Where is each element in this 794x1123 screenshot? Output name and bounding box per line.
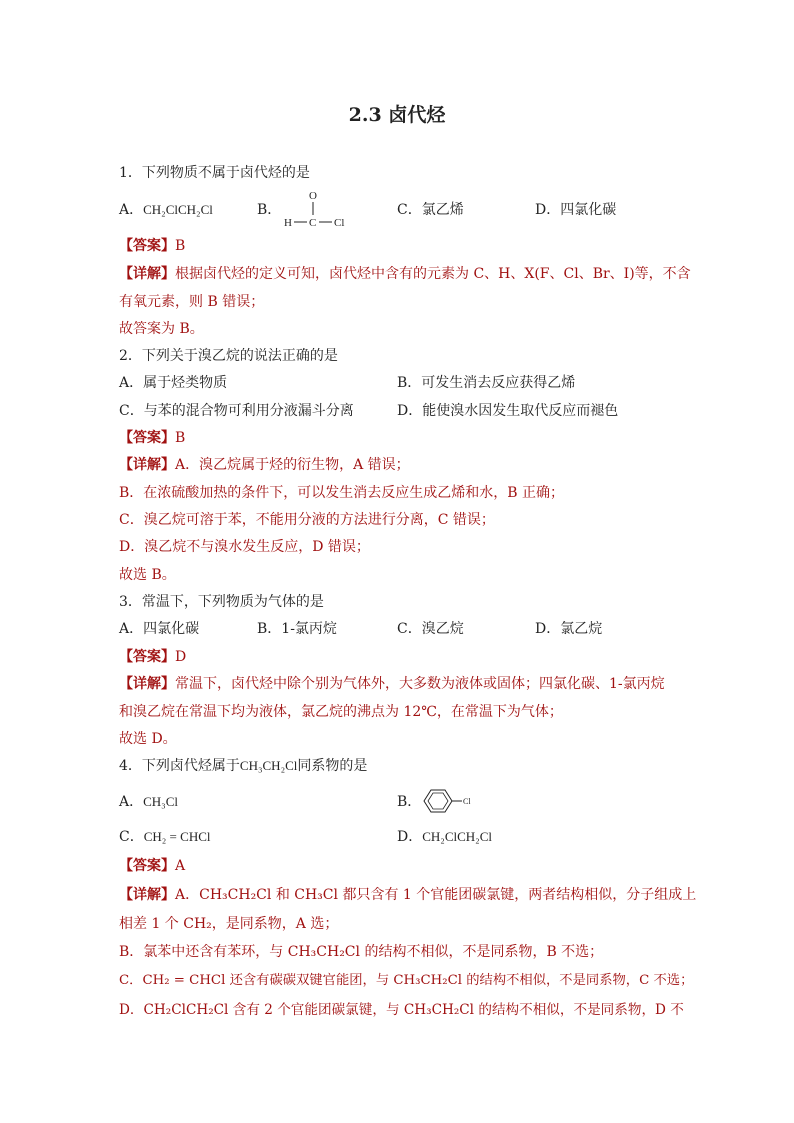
q4-option-d — [397, 827, 492, 847]
q3-option-c: C．溴乙烷 — [397, 621, 464, 637]
q3-detail-2: 和溴乙烷在常温下均为液体，氯乙烷的沸点为 12℃，在常温下为气体； — [119, 704, 563, 720]
q4-option-d-label: D． — [397, 829, 423, 845]
q2-detail-4: D．溴乙烷不与溴水发生反应，D 错误； — [119, 539, 370, 555]
q4-option-c — [119, 827, 210, 847]
q1-option-a — [119, 200, 213, 220]
q1-option-c: C．氯乙烯 — [397, 202, 464, 218]
q1-detail-1 — [119, 264, 691, 284]
answer-value: B — [175, 238, 186, 254]
q4-detail-5: D．CH₂ClCH₂Cl 含有 2 个官能团碳氯键，与 CH₃CH₂Cl 的结构不相似，不是同系物，D 不 — [119, 1002, 684, 1018]
q2-detail-3: C．溴乙烷可溶于苯，不能用分液的方法进行分离，C 错误； — [119, 512, 495, 528]
structure-o: O — [309, 190, 317, 202]
q4-option-c-formula: CH₂ = CHCl — [143, 829, 211, 844]
q3-detail-1 — [119, 674, 665, 694]
page-title: 2.3 卤代烃 — [348, 104, 446, 126]
q3-detail-3: 故选 D。 — [119, 731, 177, 747]
q2-stem: 2．下列关于溴乙烷的说法正确的是 — [119, 348, 338, 364]
q1-option-a-formula: CH₂ClCH₂Cl — [143, 202, 213, 217]
q1-stem: 1．下列物质不属于卤代烃的是 — [119, 165, 310, 181]
answer-tag: 【答案】 — [119, 649, 175, 665]
answer-value: D — [175, 649, 187, 665]
q2-option-c: C．与苯的混合物可利用分液漏斗分离 — [119, 403, 354, 419]
detail-tag: 【详解】 — [119, 266, 175, 282]
detail-text: 根据卤代烃的定义可知，卤代烃中含有的元素为 C、H、X(F、Cl、Br、I)等，不含 — [175, 266, 691, 282]
q4-option-b-label: B． — [397, 794, 422, 810]
q4-stem-pre: 4．下列卤代烃属于 — [119, 758, 240, 774]
q4-option-d-formula: CH₂ClCH₂Cl — [422, 829, 492, 844]
structure-h: H — [284, 217, 292, 229]
answer-tag: 【答案】 — [119, 238, 175, 254]
q4-detail-4: C．CH₂ = CHCl 还含有碳碳双键官能团，与 CH₃CH₂Cl 的结构不相似，不是同系物，C 不选； — [119, 973, 694, 988]
q4-answer — [119, 856, 185, 876]
q4-stem — [119, 756, 367, 776]
answer-tag: 【答案】 — [119, 858, 175, 874]
answer-value: B — [175, 430, 186, 446]
q1-option-d: D．四氯化碳 — [535, 202, 617, 218]
q2-answer — [119, 428, 185, 448]
q4-option-b-chlorobenzene — [418, 786, 480, 816]
chlorine-label: Cl — [463, 797, 471, 806]
q4-stem-formula: CH₃CH₂Cl — [239, 758, 298, 773]
detail-tag: 【详解】 — [119, 457, 175, 473]
q4-option-a — [119, 792, 178, 812]
answer-tag: 【答案】 — [119, 430, 175, 446]
q1-option-a-label: A． — [119, 202, 144, 218]
q3-option-a: A．四氯化碳 — [119, 621, 200, 637]
q1-option-b-structure — [282, 188, 352, 232]
structure-cl: Cl — [334, 217, 345, 229]
q1-detail-3: 故答案为 B。 — [119, 321, 204, 337]
q2-option-d: D．能使溴水因发生取代反应而褪色 — [397, 403, 619, 419]
q3-option-d: D．氯乙烷 — [535, 621, 603, 637]
detail-tag: 【详解】 — [119, 887, 175, 903]
detail-text: A．溴乙烷属于烃的衍生物，A 错误； — [175, 457, 410, 473]
detail-tag: 【详解】 — [119, 676, 175, 692]
q3-option-b: B．1-氯丙烷 — [257, 621, 337, 637]
q4-option-c-label: C． — [119, 829, 144, 845]
detail-text: 常温下，卤代烃中除个别为气体外，大多数为液体或固体；四氯化碳、1-氯丙烷 — [175, 676, 665, 692]
q4-detail-3: B．氯苯中还含有苯环，与 CH₃CH₂Cl 的结构不相似，不是同系物，B 不选； — [119, 944, 604, 960]
q3-answer — [119, 647, 186, 667]
q2-option-a: A．属于烃类物质 — [119, 375, 228, 391]
q2-detail-1 — [119, 455, 410, 475]
answer-value: A — [175, 858, 186, 874]
q3-stem: 3．常温下，下列物质为气体的是 — [119, 594, 324, 610]
q4-stem-post: 同系物的是 — [297, 758, 368, 774]
q2-option-b: B．可发生消去反应获得乙烯 — [397, 375, 576, 391]
structure-c: C — [309, 217, 317, 229]
q1-option-b-label: B． — [257, 202, 282, 218]
q4-detail-2: 相差 1 个 CH₂，是同系物，A 选； — [119, 916, 339, 932]
q1-detail-2: 有氧元素，则 B 错误； — [119, 294, 265, 310]
q1-answer — [119, 236, 185, 256]
q2-detail-5: 故选 B。 — [119, 567, 176, 583]
q4-option-a-label: A． — [119, 794, 144, 810]
detail-text: A．CH₃CH₂Cl 和 CH₃Cl 都只含有 1 个官能团碳氯键，两者结构相似，分子组成上 — [175, 887, 697, 903]
q2-detail-2: B．在浓硫酸加热的条件下，可以发生消去反应生成乙烯和水，B 正确； — [119, 485, 565, 501]
q4-detail-1 — [119, 885, 696, 905]
q4-option-a-formula: CH₃Cl — [143, 794, 178, 809]
